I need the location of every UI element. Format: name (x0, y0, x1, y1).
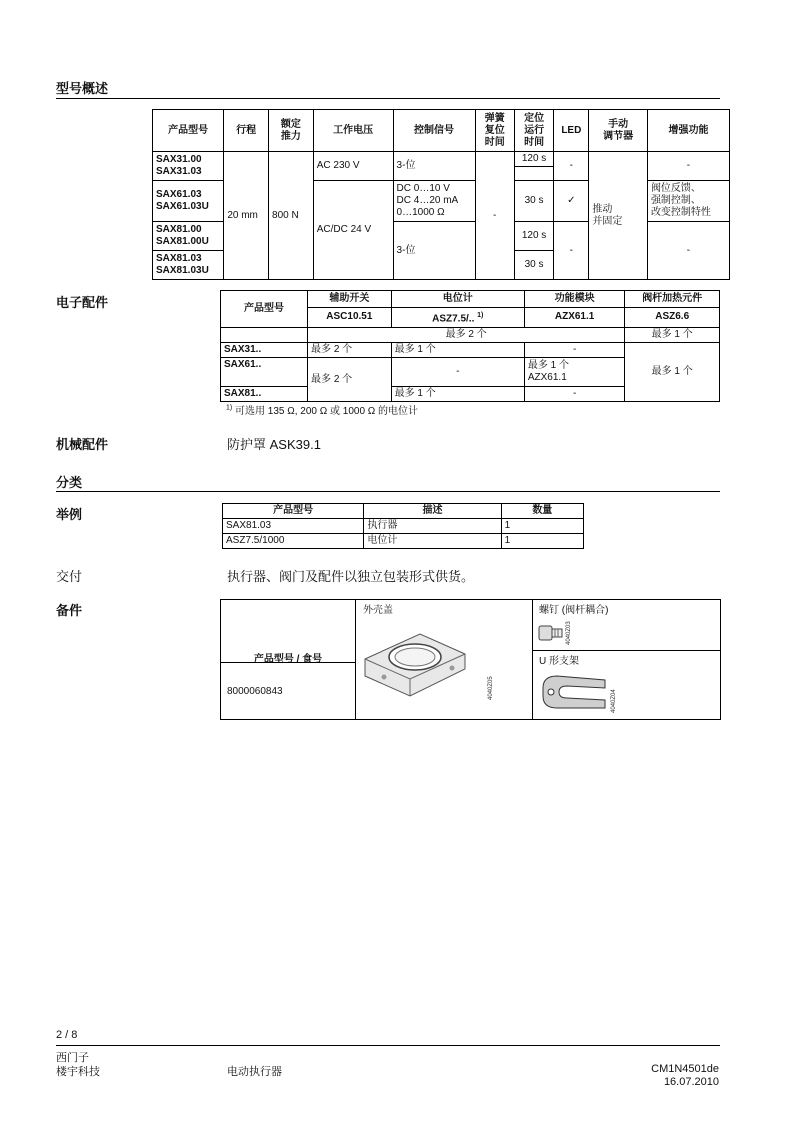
divider (56, 98, 720, 99)
manual-cell: 推动 并固定 (589, 152, 648, 280)
electronic-label: 电子配件 (56, 295, 109, 310)
model-cell: SAX31.00 SAX31.03 (153, 152, 224, 181)
el-sub-aux: ASC10.51 (308, 307, 392, 327)
spare-header: 产品型号 / 食号 (253, 654, 323, 665)
enh-cell-a: - (647, 152, 729, 181)
ex-th-qty: 数量 (501, 504, 583, 519)
th-led: LED (554, 110, 589, 152)
divider (221, 662, 355, 663)
electronic-footnote: $^{1)}$ 可选用 135 Ω, 200 Ω 或 1000 Ω 的电位计 (226, 404, 419, 417)
ex-th-model: 产品型号 (223, 504, 364, 519)
th-manual: 手动 调节器 (589, 110, 648, 152)
enh-cell-b: 阀位反馈、 强制控制、 改变控制特性 (647, 181, 729, 222)
mechanical-label: 机械配件 (56, 437, 109, 452)
example-label: 举例 (56, 507, 83, 522)
classification-title: 分类 (56, 475, 83, 490)
electronic-table (220, 290, 720, 402)
spring-cell: - (475, 152, 514, 280)
delivery-label: 交付 (56, 569, 83, 584)
el-row-aux: 最多 2 个 (308, 358, 392, 402)
el-row-model: SAX61.. (221, 358, 308, 387)
ex-cell: SAX81.03 (223, 519, 364, 534)
enh-cell-c: - (647, 222, 729, 280)
el-row-func: - (524, 343, 625, 358)
bracket-code: 4040Z04 (611, 689, 617, 713)
mechanical-value: 防护罩 ASK39.1 (227, 437, 321, 452)
cover-image (360, 624, 470, 704)
el-max1: 最多 1 个 (625, 328, 720, 343)
time-cell-c: 120 s (514, 222, 553, 251)
th-force: 额定 推力 (269, 110, 314, 152)
footer-doc: CM1N4501de (651, 1063, 719, 1075)
el-row-func: 最多 1 个 AZX61.1 (524, 358, 625, 387)
delivery-text: 执行器、阀门及配件以独立包装形式供货。 (227, 569, 475, 584)
spare-cover-col (356, 600, 533, 719)
ex-cell: 电位计 (364, 534, 501, 549)
el-th-heater: 阀杆加热元件 (625, 291, 720, 308)
force-cell: 800 N (269, 152, 314, 280)
bracket-label: U 形支架 (539, 656, 579, 667)
led-cell-c: - (554, 222, 589, 280)
el-row-pot: - (391, 358, 524, 387)
cover-code: 4040Z05 (488, 676, 494, 700)
el-th-pot: 电位计 (391, 291, 524, 308)
el-max2: 最多 2 个 (308, 328, 625, 343)
th-model: 产品型号 (153, 110, 224, 152)
th-signal: 控制信号 (393, 110, 475, 152)
footer-product: 电动执行器 (227, 1066, 282, 1078)
el-row-pot: 最多 1 个 (391, 387, 524, 402)
el-sub-heater: ASZ6.6 (625, 307, 720, 327)
bracket-image (539, 670, 609, 714)
overview-title: 型号概述 (56, 81, 109, 96)
el-row-func: - (524, 387, 625, 402)
footer-divider (56, 1045, 720, 1046)
el-sub-pot: ASZ7.5/.. $^{1)}$ (391, 307, 524, 327)
example-table (222, 503, 584, 549)
spare-number: 8000060843 (227, 686, 283, 697)
page-number: 2 / 8 (56, 1029, 78, 1041)
th-enhanced: 增强功能 (647, 110, 729, 152)
th-spring: 弹簧 复位 时间 (475, 110, 514, 152)
ex-cell: 执行器 (364, 519, 501, 534)
ex-cell: 1 (501, 534, 583, 549)
model-cell: SAX81.03 SAX81.03U (153, 251, 224, 280)
signal-analog-cell: DC 0…10 V DC 4…20 mA 0…1000 Ω (393, 181, 475, 222)
th-voltage: 工作电压 (313, 110, 393, 152)
model-cell: SAX81.00 SAX81.00U (153, 222, 224, 251)
th-stroke: 行程 (224, 110, 269, 152)
time-cell-b: 30 s (514, 181, 553, 222)
el-row-model: SAX31.. (221, 343, 308, 358)
footer-date: 16.07.2010 (663, 1076, 719, 1088)
th-runtime: 定位 运行 时间 (514, 110, 553, 152)
divider (533, 650, 720, 651)
overview-table (152, 109, 730, 280)
screw-image (537, 620, 567, 646)
signal-3pos-cell-b: 3-位 (393, 222, 475, 280)
ex-cell: ASZ7.5/1000 (223, 534, 364, 549)
el-th-func: 功能模块 (524, 291, 625, 308)
el-th-model: 产品型号 (221, 291, 308, 328)
el-row-heater: 最多 1 个 (625, 343, 720, 402)
el-row-model: SAX81.. (221, 387, 308, 402)
cover-label: 外壳盖 (363, 605, 393, 616)
time-cell-a: 120 s (514, 152, 553, 181)
time-cell-d: 30 s (514, 251, 553, 280)
ex-th-desc: 描述 (364, 504, 501, 519)
el-blank (221, 328, 308, 343)
spare-label: 备件 (56, 603, 83, 618)
company-line1: 西门子 (56, 1052, 89, 1064)
led-cell-b: ✓ (554, 181, 589, 222)
el-row-pot: 最多 1 个 (391, 343, 524, 358)
model-cell: SAX61.03 SAX61.03U (153, 181, 224, 222)
ex-cell: 1 (501, 519, 583, 534)
spare-table (220, 599, 721, 720)
voltage-ac-cell: AC 230 V (313, 152, 393, 181)
voltage-acdc-cell: AC/DC 24 V (313, 181, 393, 280)
divider (56, 491, 720, 492)
screw-code: 4040Z03 (566, 621, 572, 645)
stroke-cell: 20 mm (224, 152, 269, 280)
signal-3pos-cell: 3-位 (393, 152, 475, 181)
screw-label: 螺钉 (阀杆耦合) (539, 605, 609, 616)
led-cell-a: - (554, 152, 589, 181)
company-line2: 楼宇科技 (56, 1066, 100, 1078)
el-sub-func: AZX61.1 (524, 307, 625, 327)
spare-right-col (533, 600, 720, 719)
el-th-aux: 辅助开关 (308, 291, 392, 308)
el-row-aux: 最多 2 个 (308, 343, 392, 358)
spare-left-col (221, 600, 356, 719)
